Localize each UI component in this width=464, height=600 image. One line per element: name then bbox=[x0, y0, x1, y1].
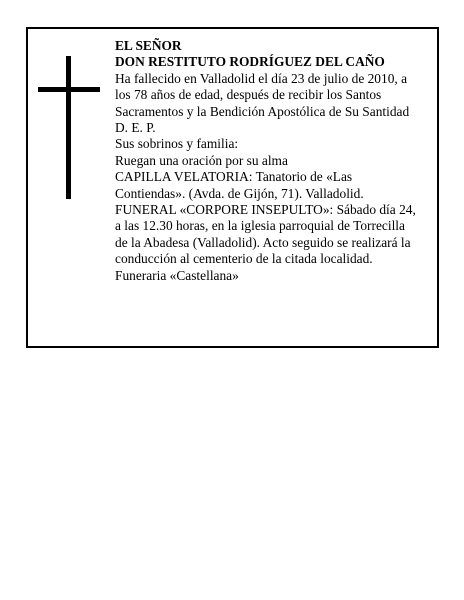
notice-line-funeral: FUNERAL «CORPORE INSEPULTO»: Sábado día 24, bbox=[115, 202, 416, 218]
notice-line-funeral-time: a las 12.30 horas, en la iglesia parroquial de Torrecilla bbox=[115, 218, 405, 234]
obituary-notice bbox=[26, 27, 439, 348]
notice-line-cemetery: conducción al cementerio de la citada localidad. bbox=[115, 251, 373, 267]
notice-line-family: Sus sobrinos y familia: bbox=[115, 136, 239, 152]
notice-line-funeral-place: de la Abadesa (Valladolid). Acto seguido se realizará la bbox=[115, 234, 411, 250]
notice-line-prayer: Ruegan una oración por su alma bbox=[115, 152, 288, 168]
notice-line-chapel: CAPILLA VELATORIA: Tanatorio de «Las bbox=[115, 169, 353, 185]
notice-line: los 78 años de edad, después de recibir los Santos bbox=[115, 87, 382, 103]
cross-vertical-bar bbox=[66, 56, 71, 199]
latin-cross-icon bbox=[38, 56, 100, 199]
notice-line-chapel-address: Contiendas». (Avda. de Gijón, 71). Valladolid. bbox=[115, 185, 364, 201]
notice-line: Ha fallecido en Valladolid el día 23 de julio de 2010, a bbox=[115, 70, 408, 86]
funeral-home: Funeraria «Castellana» bbox=[115, 267, 239, 283]
notice-text bbox=[115, 38, 429, 284]
deceased-name: DON RESTITUTO RODRÍGUEZ DEL CAÑO bbox=[115, 54, 385, 70]
notice-title: EL SEÑOR bbox=[115, 38, 182, 53]
notice-line: Sacramentos y la Bendición Apostólica de Su Santidad bbox=[115, 103, 410, 119]
notice-line-dep: D. E. P. bbox=[115, 120, 156, 136]
cross-horizontal-bar bbox=[38, 87, 100, 92]
